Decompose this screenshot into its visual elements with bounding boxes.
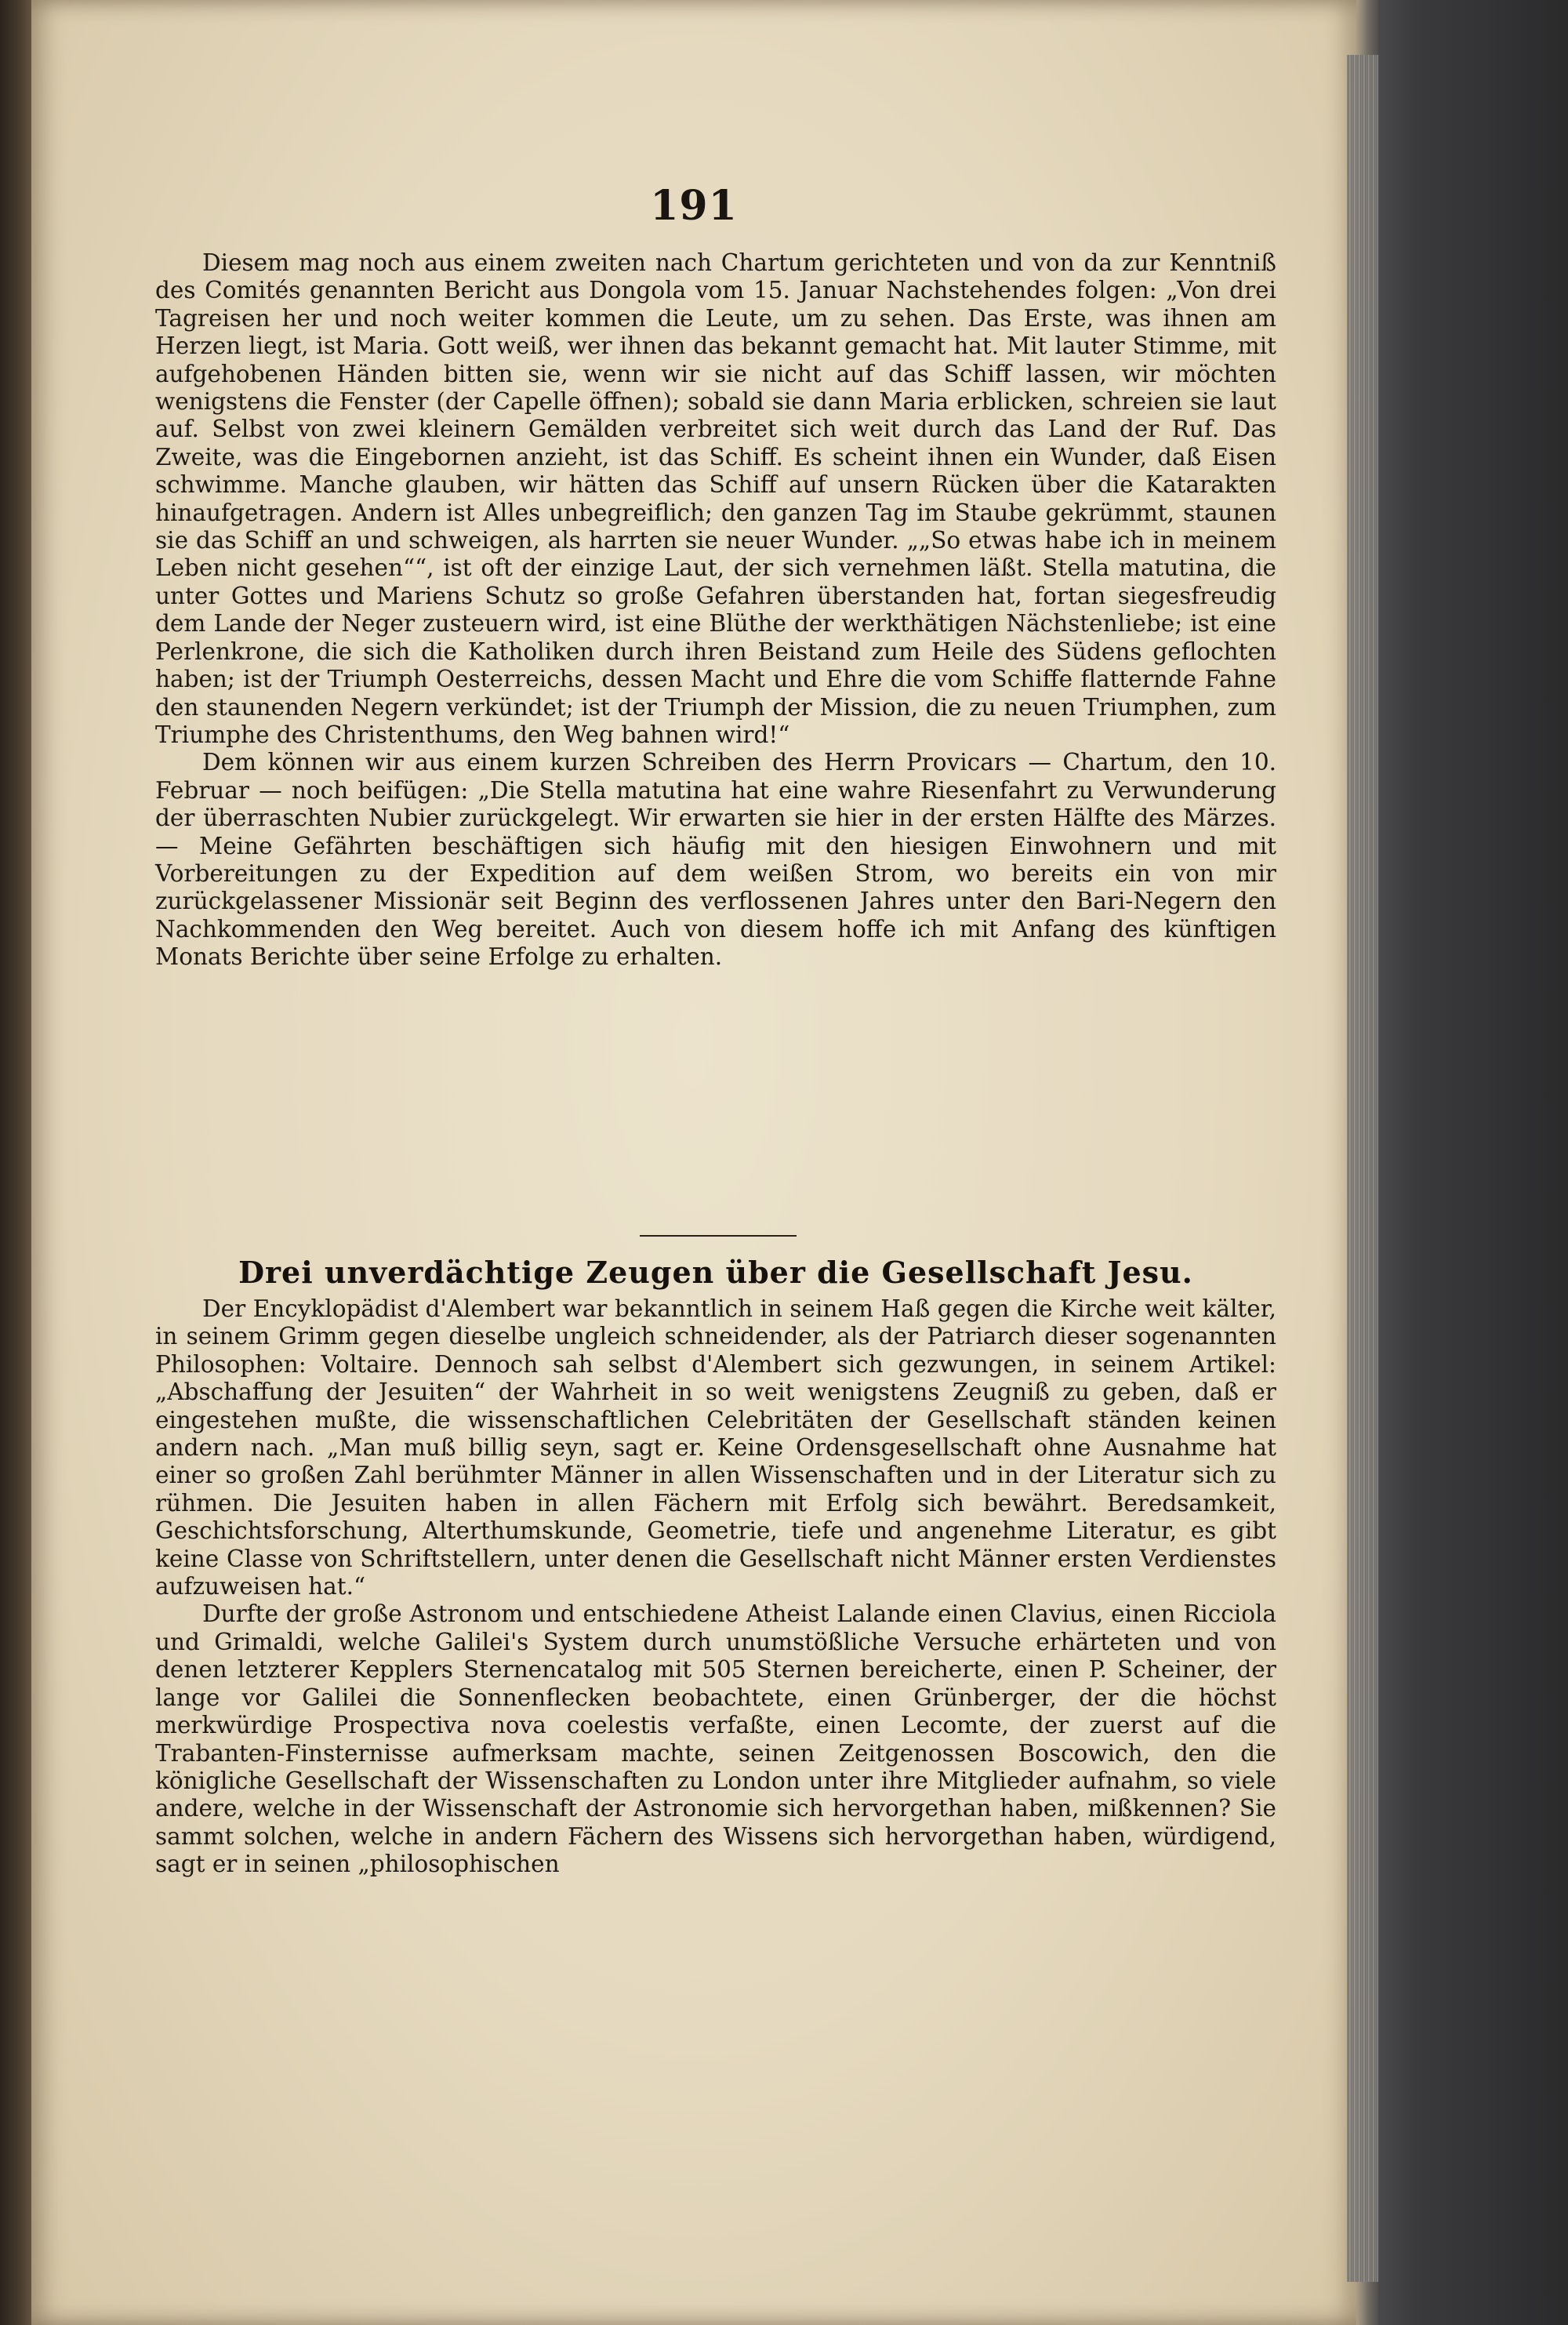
paragraph: Dem können wir aus einem kurzen Schreiben des Herrn Provicars — Chartum, den 10. Februar — noch beifügen: „Die Stella matutina hat eine wahre Riesenfahrt zu Verwunderung der überraschten Nubier zurückgelegt. Wir erwarten sie hier in der ersten Hälfte des Märzes. — Meine Gefährten beschäftigen sich häufig mit den hiesigen Einwohnern und mit Vorbereitungen zu der Expedition auf dem weißen Strom, wo bereits ein von mir zurückgelassener Missionär seit Beginn des verflossenen Jahres unter den Bari-Negern den Nachkommenden den Weg bereitet. Auch von diesem hoffe ich mit Anfang des künftigen Monats Berichte über seine Erfolge zu erhalten. [155, 749, 1276, 971]
section-divider [640, 1235, 797, 1237]
section-heading: Drei unverdächtige Zeugen über die Gesellschaft Jesu. [238, 1255, 1193, 1290]
paragraph: Durfte der große Astronom und entschiedene Atheist Lalande einen Clavius, einen Ricciola und Grimaldi, welche Galilei's System durch unumstößliche Versuche erhärteten und von denen letzterer Kepplers Sternencatalog mit 505 Sternen bereicherte, einen P. Scheiner, der lange vor Galilei die Sonnenflecken beobachtete, einen Grünberger, der die höchst merkwürdige Prospectiva nova coelestis verfaßte, einen Lecomte, der zuerst auf die Trabanten-Finsternisse aufmerksam machte, seinen Zeitgenossen Boscowich, den die königliche Gesellschaft der Wissenschaften zu London unter ihre Mitglieder aufnahm, so viele andere, welche in der Wissenschaft der Astronomie sich hervorgethan haben, mißkennen? Sie sammt solchen, welche in andern Fächern des Wissens sich hervorgethan haben, würdigend, sagt er in seinen „philosophischen [155, 1600, 1276, 1878]
article-body [155, 1295, 1276, 1879]
article-continuation [155, 249, 1276, 972]
book-page [31, 0, 1356, 2325]
page-edges [1347, 55, 1378, 2282]
book-cover [1378, 0, 1568, 2325]
paragraph: Der Encyklopädist d'Alembert war bekanntlich in seinem Haß gegen die Kirche weit kälter, in seinem Grimm gegen dieselbe ungleich schneidender, als der Patriarch dieser sogenannten Philosophen: Voltaire. Dennoch sah selbst d'Alembert sich gezwungen, in seinem Artikel: „Abschaffung der Jesuiten“ der Wahrheit in so weit wenigstens Zeugniß zu geben, daß er eingestehen mußte, die wissenschaftlichen Celebritäten der Gesellschaft ständen keinen andern nach. „Man muß billig seyn, sagt er. Keine Ordensgesellschaft ohne Ausnahme hat einer so großen Zahl berühmter Männer in allen Wissenschaften und in der Literatur sich zu rühmen. Die Jesuiten haben in allen Fächern mit Erfolg sich bewährt. Beredsamkeit, Geschichtsforschung, Alterthumskunde, Geometrie, tiefe und angenehme Literatur, es gibt keine Classe von Schriftstellern, unter denen die Gesellschaft nicht Männer ersten Verdienstes aufzuweisen hat.“ [155, 1295, 1276, 1600]
paragraph: Diesem mag noch aus einem zweiten nach Chartum gerichteten und von da zur Kenntniß des Comités genannten Bericht aus Dongola vom 15. Januar Nachstehendes folgen: „Von drei Tagreisen her und noch weiter kommen die Leute, um zu sehen. Das Erste, was ihnen am Herzen liegt, ist Maria. Gott weiß, wer ihnen das bekannt gemacht hat. Mit lauter Stimme, mit aufgehobenen Händen bitten sie, wenn wir sie nicht auf das Schiff lassen, wir möchten wenigstens die Fenster (der Capelle öffnen); sobald sie dann Maria erblicken, schreien sie laut auf. Selbst von zwei kleinern Gemälden verbreitet sich weit durch das Land der Ruf. Das Zweite, was die Eingebornen anzieht, ist das Schiff. Es scheint ihnen ein Wunder, daß Eisen schwimme. Manche glauben, wir hätten das Schiff auf unsern Rücken über die Katarakten hinaufgetragen. Andern ist Alles unbegreiflich; den ganzen Tag im Staube gekrümmt, staunen sie das Schiff an und schweigen, als harrten sie neuer Wunder. „„So etwas habe ich in meinem Leben nicht gesehen““, ist oft der einzige Laut, der sich vernehmen läßt. Stella matutina, die unter Gottes und Mariens Schutz so große Gefahren überstanden hat, fortan siegesfreudig dem Lande der Neger zusteuern wird, ist eine Blüthe der werkthätigen Nächstenliebe; ist eine Perlenkrone, die sich die Katholiken durch ihren Beistand zum Heile des Südens geflochten haben; ist der Triumph Oesterreichs, dessen Macht und Ehre die vom Schiffe flatternde Fahne den staunenden Negern verkündet; ist der Triumph der Mission, die zu neuen Triumphen, zum Triumphe des Christenthums, den Weg bahnen wird!“ [155, 249, 1276, 748]
page-number: 191 [650, 182, 738, 230]
